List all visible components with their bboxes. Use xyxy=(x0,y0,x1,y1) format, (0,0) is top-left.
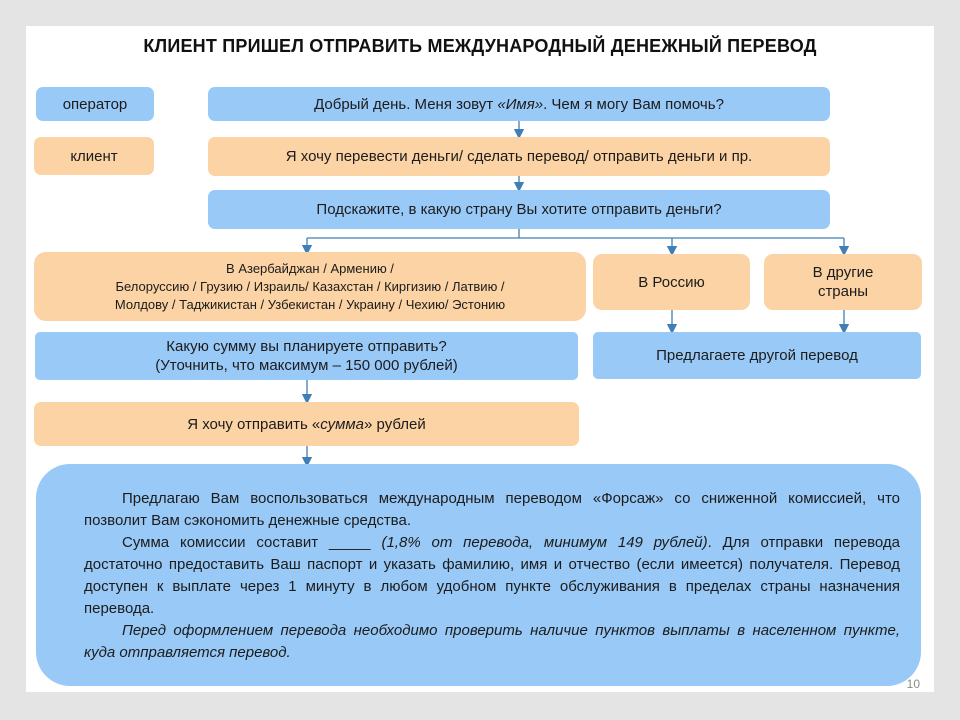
amount-question-line-1: Какую сумму вы планируете отправить? xyxy=(166,338,447,355)
offer-p3-text: Перед оформлением перевода необходимо проверить наличие пунктов выплаты в населенном пункте, куда отправляется перевод. xyxy=(84,622,900,661)
page-number: 10 xyxy=(906,677,920,691)
offer-p2-italic: (1,8% от перевода, минимум 149 рублей) xyxy=(381,534,708,551)
offer-paragraph-2 xyxy=(84,532,900,620)
russia-box xyxy=(593,254,750,310)
client-request-box xyxy=(208,137,830,176)
client-amount-box xyxy=(34,402,579,446)
country-question-box xyxy=(208,190,830,229)
offer-p2-after: . Для отправки перевода достаточно предоставить Ваш паспорт и указать фамилию, имя и отчество (если имеется) получателя. Перевод доступен к выплате через 1 минуту в любом удобном пункте обслуживания в пределах страны назначения перевода. xyxy=(84,534,900,617)
client-amount-text xyxy=(187,415,426,434)
other-countries-box xyxy=(764,254,922,310)
operator-label xyxy=(36,87,154,121)
country-question-text: Подскажите, в какую страну Вы хотите отправить деньги? xyxy=(316,201,722,218)
countries-box xyxy=(34,252,586,321)
page-title: КЛИЕНТ ПРИШЕЛ ОТПРАВИТЬ МЕЖДУНАРОДНЫЙ ДЕНЕЖНЫЙ ПЕРЕВОД xyxy=(143,36,817,56)
client-amount-before: Я хочу отправить « xyxy=(187,415,321,433)
other-transfer-text: Предлагаете другой перевод xyxy=(656,347,858,364)
client-amount-after: » рублей xyxy=(364,415,426,433)
amount-question-line-2: (Уточнить, что максимум – 150 000 рублей) xyxy=(155,357,458,374)
greeting-box xyxy=(208,87,830,121)
client-request-text: Я хочу перевести деньги/ сделать перевод/ отправить деньги и пр. xyxy=(285,148,753,165)
offer-paragraph-3 xyxy=(84,620,900,664)
client-label xyxy=(34,137,154,175)
offer-script-box xyxy=(36,464,921,686)
offer-p2-before: Сумма комиссии составит _____ xyxy=(122,534,382,551)
other-transfer-box xyxy=(593,332,921,379)
amount-question-box xyxy=(35,332,578,380)
client-amount-value: сумма xyxy=(320,415,365,433)
client-label-text: клиент xyxy=(70,147,118,165)
greeting-name: «Имя» xyxy=(497,95,544,113)
greeting-before: Добрый день. Меня зовут xyxy=(314,95,498,113)
countries-line-2: Белоруссию / Грузию / Израиль/ Казахстан / Киргизию / Латвию / xyxy=(115,278,505,294)
greeting-after: . Чем я могу Вам помочь? xyxy=(543,95,724,113)
operator-label-text: оператор xyxy=(62,95,128,113)
other-countries-line-2: страны xyxy=(817,283,869,300)
countries-line-1: В Азербайджан / Армению / xyxy=(226,260,394,276)
greeting-text xyxy=(314,95,724,114)
countries-line-3: Молдову / Таджикистан / Узбекистан / Украину / Чехию/ Эстонию xyxy=(114,296,506,312)
offer-paragraph-1: Предлагаю Вам воспользоваться международным переводом «Форсаж» со сниженной комиссией, что позволит Вам сэкономить денежные средства. xyxy=(84,490,900,529)
russia-text: В Россию xyxy=(638,273,705,291)
other-countries-line-1: В другие xyxy=(812,264,874,281)
